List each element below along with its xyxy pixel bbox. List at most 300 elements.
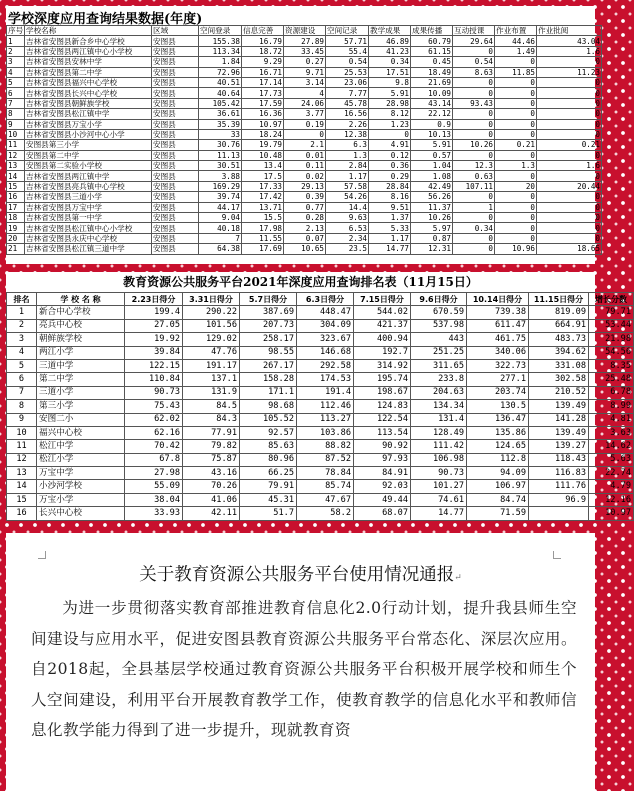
table-cell: 421.37 <box>354 319 411 332</box>
column-header: 排名 <box>7 293 37 306</box>
table-cell: 544.02 <box>354 306 411 319</box>
table-row <box>7 98 602 108</box>
table-cell: 安图县 <box>152 77 199 87</box>
table-cell: 8.12 <box>369 109 411 119</box>
table-cell: 12 <box>7 453 37 466</box>
table-cell: 17.33 <box>242 181 284 191</box>
table-cell: 0 <box>537 192 602 202</box>
table-cell: 0 <box>537 233 602 243</box>
table-cell: 322.73 <box>467 359 529 372</box>
table-cell: 0.87 <box>411 233 453 243</box>
table-row <box>7 77 602 87</box>
table-cell: 13.4 <box>242 161 284 171</box>
table-cell: 44.17 <box>199 202 242 212</box>
table-cell: 113.54 <box>354 426 411 439</box>
table-cell: 66.25 <box>240 467 297 480</box>
table-cell: 0 <box>453 150 495 160</box>
table-cell: 0.9 <box>411 119 453 129</box>
table-cell: 1.3 <box>326 150 369 160</box>
document-title: 关于教育资源公共服务平台使用情况通报↵ <box>139 565 462 585</box>
table-cell: 47.67 <box>297 493 354 506</box>
table-cell: 158.28 <box>240 373 297 386</box>
table-cell: 安图县第二中学 <box>25 150 152 160</box>
table-cell: 0 <box>453 233 495 243</box>
table-cell: 17.14 <box>242 77 284 87</box>
table-cell: 90.73 <box>411 467 467 480</box>
table-cell: 0.36 <box>369 161 411 171</box>
table-cell: 106.98 <box>411 453 467 466</box>
table-row <box>7 373 634 386</box>
table-cell: 35.39 <box>199 119 242 129</box>
table-cell: 0.21 <box>495 140 537 150</box>
table-cell: 安图县 <box>152 98 199 108</box>
table-cell: 62.02 <box>125 413 183 426</box>
table-cell: 14.77 <box>369 244 411 254</box>
table-cell: 203.74 <box>467 386 529 399</box>
table-row <box>7 440 634 453</box>
table-cell: 112.8 <box>467 453 529 466</box>
table-cell: 8.99 <box>589 400 634 413</box>
school-query-table-panel <box>6 6 600 264</box>
table-cell: 139.49 <box>529 426 589 439</box>
table-row <box>7 223 602 233</box>
column-header: 2.23日得分 <box>125 293 183 306</box>
table-cell: 11.13 <box>199 150 242 160</box>
table-cell: 40.51 <box>199 77 242 87</box>
table-cell: 14 <box>7 480 37 493</box>
table-row <box>7 386 634 399</box>
table-row <box>7 359 634 372</box>
table-cell: 0.45 <box>411 57 453 67</box>
page-corner-mark <box>553 551 561 559</box>
table-cell: 29.64 <box>453 36 495 46</box>
table-cell: 吉林省安图县两江镇中心小学校 <box>25 46 152 56</box>
table-cell: 福兴中心校 <box>37 426 125 439</box>
table-cell: 0 <box>453 119 495 129</box>
table-cell: 6.53 <box>326 223 369 233</box>
table-cell: 0 <box>537 57 602 67</box>
table-cell: 6 <box>7 88 25 98</box>
table-cell: 79.82 <box>183 440 240 453</box>
table-cell: 17.5 <box>242 171 284 181</box>
table-cell: 1 <box>7 36 25 46</box>
table-cell: 387.69 <box>240 306 297 319</box>
table-cell: 400.94 <box>354 333 411 346</box>
table-cell: 33 <box>199 129 242 139</box>
table-cell: 9.29 <box>242 57 284 67</box>
document-paragraph: 为进一步贯彻落实教育部推进教育信息化2.0行动计划，提升我县师生空间建设与应用水平，促进安图县教育资源公共服务平台常态化、深层次应用。自2018起，全县基层学校通过教育资源公共服务平台积极开展学校和师生个人空间建设，利用平台开展教育教学工作，使教育教学的信息化水平和教师信息化教学能力得到了进一步提升，现就教育资 <box>31 599 577 739</box>
table-cell: 13.71 <box>242 202 284 212</box>
table-cell: 小沙河学校 <box>37 480 125 493</box>
table-cell: 14 <box>7 171 25 181</box>
table-cell: 0.39 <box>284 192 326 202</box>
table-cell: 92.57 <box>240 426 297 439</box>
table-cell: 27.89 <box>284 36 326 46</box>
table-row <box>7 467 634 480</box>
table-cell: 10.97 <box>589 507 634 520</box>
table-cell: 吉林省安图县安林中学 <box>25 57 152 67</box>
table-cell: 290.22 <box>183 306 240 319</box>
table-cell: 0 <box>537 119 602 129</box>
table-cell: 9.04 <box>199 213 242 223</box>
table-cell: 92.03 <box>354 480 411 493</box>
column-header: 学 校 名 称 <box>37 293 125 306</box>
table-cell: 198.67 <box>354 386 411 399</box>
table-cell: 安图县 <box>152 150 199 160</box>
table-cell: 45.31 <box>240 493 297 506</box>
table-cell: 0 <box>495 129 537 139</box>
table-cell: 10 <box>7 426 37 439</box>
table-cell: 75.43 <box>125 400 183 413</box>
column-header: 信息完善 <box>242 26 284 36</box>
table-cell: 116.83 <box>529 467 589 480</box>
table-cell: 6.78 <box>589 386 634 399</box>
table-cell: 443 <box>411 333 467 346</box>
table-cell: 2.13 <box>284 223 326 233</box>
table-cell: 51.7 <box>240 507 297 520</box>
table-cell: 4 <box>284 88 326 98</box>
table-cell: 107.11 <box>453 181 495 191</box>
table-cell: 9 <box>7 119 25 129</box>
table-cell: 新合中心学校 <box>37 306 125 319</box>
table-cell: 461.75 <box>467 333 529 346</box>
table-cell: 1.17 <box>326 171 369 181</box>
table-cell: 17.69 <box>242 244 284 254</box>
table-cell: 128.49 <box>411 426 467 439</box>
table-cell: 11 <box>7 140 25 150</box>
table-cell: 吉林省安图县松江镇三道中学 <box>25 244 152 254</box>
table-cell: 20 <box>495 181 537 191</box>
table-cell: 两江小学 <box>37 346 125 359</box>
table-cell: 5.63 <box>589 453 634 466</box>
table-cell: 302.58 <box>529 373 589 386</box>
table-cell: 安图县第二实验小学校 <box>25 161 152 171</box>
table-cell: 长兴中心校 <box>37 507 125 520</box>
table-cell: 98.55 <box>240 346 297 359</box>
table-cell: 5.91 <box>369 88 411 98</box>
table-cell: 0 <box>537 171 602 181</box>
table-cell: 4 <box>7 346 37 359</box>
table-cell: 146.68 <box>297 346 354 359</box>
table-cell: 0.02 <box>284 171 326 181</box>
table-cell: 0 <box>495 88 537 98</box>
table-cell: 137.1 <box>183 373 240 386</box>
table-cell: 0 <box>284 129 326 139</box>
table-cell: 4.91 <box>369 140 411 150</box>
table-cell: 17.59 <box>242 98 284 108</box>
table-cell: 10.09 <box>411 88 453 98</box>
table-cell: 84.91 <box>354 467 411 480</box>
table-cell: 33.45 <box>284 46 326 56</box>
table-cell: 0 <box>495 77 537 87</box>
table-cell: 611.47 <box>467 319 529 332</box>
table-cell: 267.17 <box>240 359 297 372</box>
table-cell: 吉林省安图县三道小学 <box>25 192 152 202</box>
table-cell: 8.63 <box>453 67 495 77</box>
table-row <box>7 161 602 171</box>
table-cell: 85.74 <box>297 480 354 493</box>
table-cell: 79.91 <box>240 480 297 493</box>
table-cell: 0 <box>453 129 495 139</box>
table-cell: 664.91 <box>529 319 589 332</box>
table-cell: 113.34 <box>199 46 242 56</box>
table-cell: 41.23 <box>369 46 411 56</box>
table-cell: 安图县第三小学 <box>25 140 152 150</box>
table-row <box>7 493 634 506</box>
table-cell: 233.8 <box>411 373 467 386</box>
table-cell: 2 <box>7 319 37 332</box>
column-header: 3.31日得分 <box>183 293 240 306</box>
table-cell: 70.26 <box>183 480 240 493</box>
table-cell: 安图县 <box>152 36 199 46</box>
column-header: 空间记录 <box>326 26 369 36</box>
table-cell: 3.77 <box>284 109 326 119</box>
table-cell: 0 <box>537 129 602 139</box>
table-cell: 28.98 <box>369 98 411 108</box>
table-cell: 12.31 <box>411 244 453 254</box>
table-cell: 78.84 <box>297 467 354 480</box>
table-cell: 46.89 <box>369 36 411 46</box>
table-cell: 1 <box>7 306 37 319</box>
table-cell: 118.43 <box>529 453 589 466</box>
table-cell: 9.63 <box>326 213 369 223</box>
table-cell: 258.17 <box>240 333 297 346</box>
table-cell: 18 <box>7 213 25 223</box>
table-cell: 139.27 <box>529 440 589 453</box>
table-cell: 4.79 <box>589 480 634 493</box>
table-row <box>7 140 602 150</box>
table-cell: 18.24 <box>242 129 284 139</box>
table-cell: 11.23 <box>537 67 602 77</box>
table-cell: 松江小学 <box>37 453 125 466</box>
table-cell: 64.38 <box>199 244 242 254</box>
table-cell: 0 <box>495 57 537 67</box>
table-row <box>7 57 602 67</box>
table-cell: 0 <box>495 202 537 212</box>
table-cell: 1.37 <box>369 213 411 223</box>
ranking-table-panel <box>6 272 631 521</box>
table-row <box>7 319 634 332</box>
table-cell: 0.07 <box>284 233 326 243</box>
table-cell: 4 <box>7 67 25 77</box>
table-cell: 136.47 <box>467 413 529 426</box>
table-cell: 0 <box>453 77 495 87</box>
column-header: 互动授课 <box>453 26 495 36</box>
table-cell: 20.44 <box>537 181 602 191</box>
table-cell: 7.77 <box>326 88 369 98</box>
table-cell: 13 <box>7 467 37 480</box>
table-cell: 54.26 <box>326 192 369 202</box>
column-header: 资源建设 <box>284 26 326 36</box>
table-cell: 93.43 <box>453 98 495 108</box>
column-header: 6.3日得分 <box>297 293 354 306</box>
table-row <box>7 480 634 493</box>
column-header: 序号 <box>8 26 24 36</box>
table-row <box>7 181 602 191</box>
table-cell: 277.1 <box>467 373 529 386</box>
table-cell: 77.91 <box>183 426 240 439</box>
table-cell: 0 <box>453 244 495 254</box>
table-cell: 吉林省安图县永庆中心学校 <box>25 233 152 243</box>
table-cell: 5.91 <box>411 140 453 150</box>
table-cell: 0 <box>537 88 602 98</box>
table-cell: 43.14 <box>411 98 453 108</box>
table-cell: 28.84 <box>369 181 411 191</box>
table-cell: 0.34 <box>453 223 495 233</box>
table-row <box>7 244 602 254</box>
table-row <box>7 202 602 212</box>
table-cell: 0.12 <box>369 150 411 160</box>
table-cell: 0.11 <box>284 161 326 171</box>
table-cell: 17 <box>7 202 25 212</box>
table-cell: 6 <box>7 373 37 386</box>
table-cell: 139.49 <box>529 400 589 413</box>
table-cell: 18.65 <box>537 244 602 254</box>
table-cell: 0 <box>537 77 602 87</box>
table-cell: 19.92 <box>125 333 183 346</box>
table-row <box>7 119 602 129</box>
table-cell: 7 <box>7 386 37 399</box>
table-cell: 97.93 <box>354 453 411 466</box>
table-cell: 129.02 <box>183 333 240 346</box>
table-cell: 155.38 <box>199 36 242 46</box>
table-cell: 21.69 <box>411 77 453 87</box>
table-cell: 安图县 <box>152 244 199 254</box>
table-cell: 670.59 <box>411 306 467 319</box>
table-cell: 101.27 <box>411 480 467 493</box>
table-cell: 万宝中学 <box>37 467 125 480</box>
table-cell: 72.96 <box>199 67 242 77</box>
column-header: 作业布置 <box>495 26 537 36</box>
table-cell: 吉林省安图县新合乡中心学校 <box>25 36 152 46</box>
table-cell: 朝鲜族学校 <box>37 333 125 346</box>
table-cell: 8 <box>7 109 25 119</box>
table-cell: 0.28 <box>284 213 326 223</box>
table-cell: 9.71 <box>284 67 326 77</box>
table-cell: 10.65 <box>284 244 326 254</box>
table-cell: 33.93 <box>125 507 183 520</box>
column-header: 区域 <box>152 26 199 36</box>
table-cell: 22.74 <box>589 467 634 480</box>
table-cell: 0 <box>495 119 537 129</box>
table-cell: 0.57 <box>411 150 453 160</box>
table-cell: 141.28 <box>529 413 589 426</box>
table-cell: 12.16 <box>589 493 634 506</box>
table-cell: 吉林省安图县长兴中心学校 <box>25 88 152 98</box>
table-cell: 16.56 <box>326 109 369 119</box>
table-cell: 3 <box>7 333 37 346</box>
table-cell: 安图县 <box>152 119 199 129</box>
table-cell: 124.83 <box>354 400 411 413</box>
table-cell: 84.3 <box>183 413 240 426</box>
table-cell: 130.5 <box>467 400 529 413</box>
table-cell: 323.67 <box>297 333 354 346</box>
table-cell: 10.26 <box>411 213 453 223</box>
table-cell: 207.73 <box>240 319 297 332</box>
table-cell: 0 <box>537 98 602 108</box>
table-row <box>7 453 634 466</box>
table-cell: 9.8 <box>369 77 411 87</box>
table-cell: 90.92 <box>354 440 411 453</box>
table-cell: 43.16 <box>183 467 240 480</box>
table-cell: 0.29 <box>369 171 411 181</box>
table-cell: 122.15 <box>125 359 183 372</box>
table-cell: 安图县 <box>152 129 199 139</box>
table-cell: 61.15 <box>411 46 453 56</box>
table-cell: 0 <box>495 192 537 202</box>
table-cell: 0.34 <box>369 57 411 67</box>
table-cell: 8.35 <box>589 359 634 372</box>
table-cell: 40.64 <box>199 88 242 98</box>
table-cell: 79.71 <box>589 306 634 319</box>
table-cell: 三道中学 <box>37 359 125 372</box>
table-cell: 0.54 <box>326 57 369 67</box>
table-cell: 19.79 <box>242 140 284 150</box>
table-cell: 安图县 <box>152 109 199 119</box>
table1-title: 学校深度应用查询结果数据(年度) <box>8 12 203 27</box>
table-cell: 111.76 <box>529 480 589 493</box>
table-cell: 松江中学 <box>37 440 125 453</box>
table-row <box>7 67 602 77</box>
table-cell: 2.26 <box>326 119 369 129</box>
table-cell: 10.96 <box>495 244 537 254</box>
table-cell: 安图县 <box>152 67 199 77</box>
table-row <box>7 109 602 119</box>
table-cell: 134.34 <box>411 400 467 413</box>
table-cell: 12 <box>7 150 25 160</box>
table-cell: 10.26 <box>453 140 495 150</box>
table-cell: 57.71 <box>326 36 369 46</box>
table-cell: 105.52 <box>240 413 297 426</box>
table-cell: 23.5 <box>326 244 369 254</box>
table-cell: 0 <box>495 213 537 223</box>
table-cell: 43.04 <box>537 36 602 46</box>
table-cell: 94.09 <box>467 467 529 480</box>
table-cell: 304.09 <box>297 319 354 332</box>
table-row <box>7 171 602 181</box>
table-cell: 14.62 <box>589 440 634 453</box>
column-header: 5.7日得分 <box>240 293 297 306</box>
table-cell: 12.3 <box>453 161 495 171</box>
table-cell: 0.77 <box>284 202 326 212</box>
school-query-table <box>6 25 602 255</box>
table-cell: 安图县 <box>152 140 199 150</box>
ranking-table <box>6 292 634 521</box>
table-cell: 19 <box>7 223 25 233</box>
table-cell: 1.6 <box>537 46 602 56</box>
table-cell: 5 <box>7 77 25 87</box>
table-cell: 113.27 <box>297 413 354 426</box>
table-cell: 吉林省安图县松江镇中心小学校 <box>25 223 152 233</box>
table-cell: 24.06 <box>284 98 326 108</box>
table-cell: 84.74 <box>467 493 529 506</box>
table-cell: 56.26 <box>411 192 453 202</box>
table-cell: 10.48 <box>242 150 284 160</box>
table-cell: 311.65 <box>411 359 467 372</box>
table-cell: 13 <box>7 161 25 171</box>
table-cell: 10.13 <box>411 129 453 139</box>
table-cell: 1.23 <box>369 119 411 129</box>
table-cell: 11.85 <box>495 67 537 77</box>
table-cell: 53.44 <box>589 319 634 332</box>
table-cell: 16 <box>7 507 37 520</box>
table-cell: 吉林省安图县亮兵镇中心学校 <box>25 181 152 191</box>
table-cell: 98.68 <box>240 400 297 413</box>
table-cell: 60.79 <box>411 36 453 46</box>
table-cell: 吉林省安图县朝鲜族学校 <box>25 98 152 108</box>
table-cell: 111.42 <box>411 440 467 453</box>
table-cell: 1.6 <box>537 161 602 171</box>
